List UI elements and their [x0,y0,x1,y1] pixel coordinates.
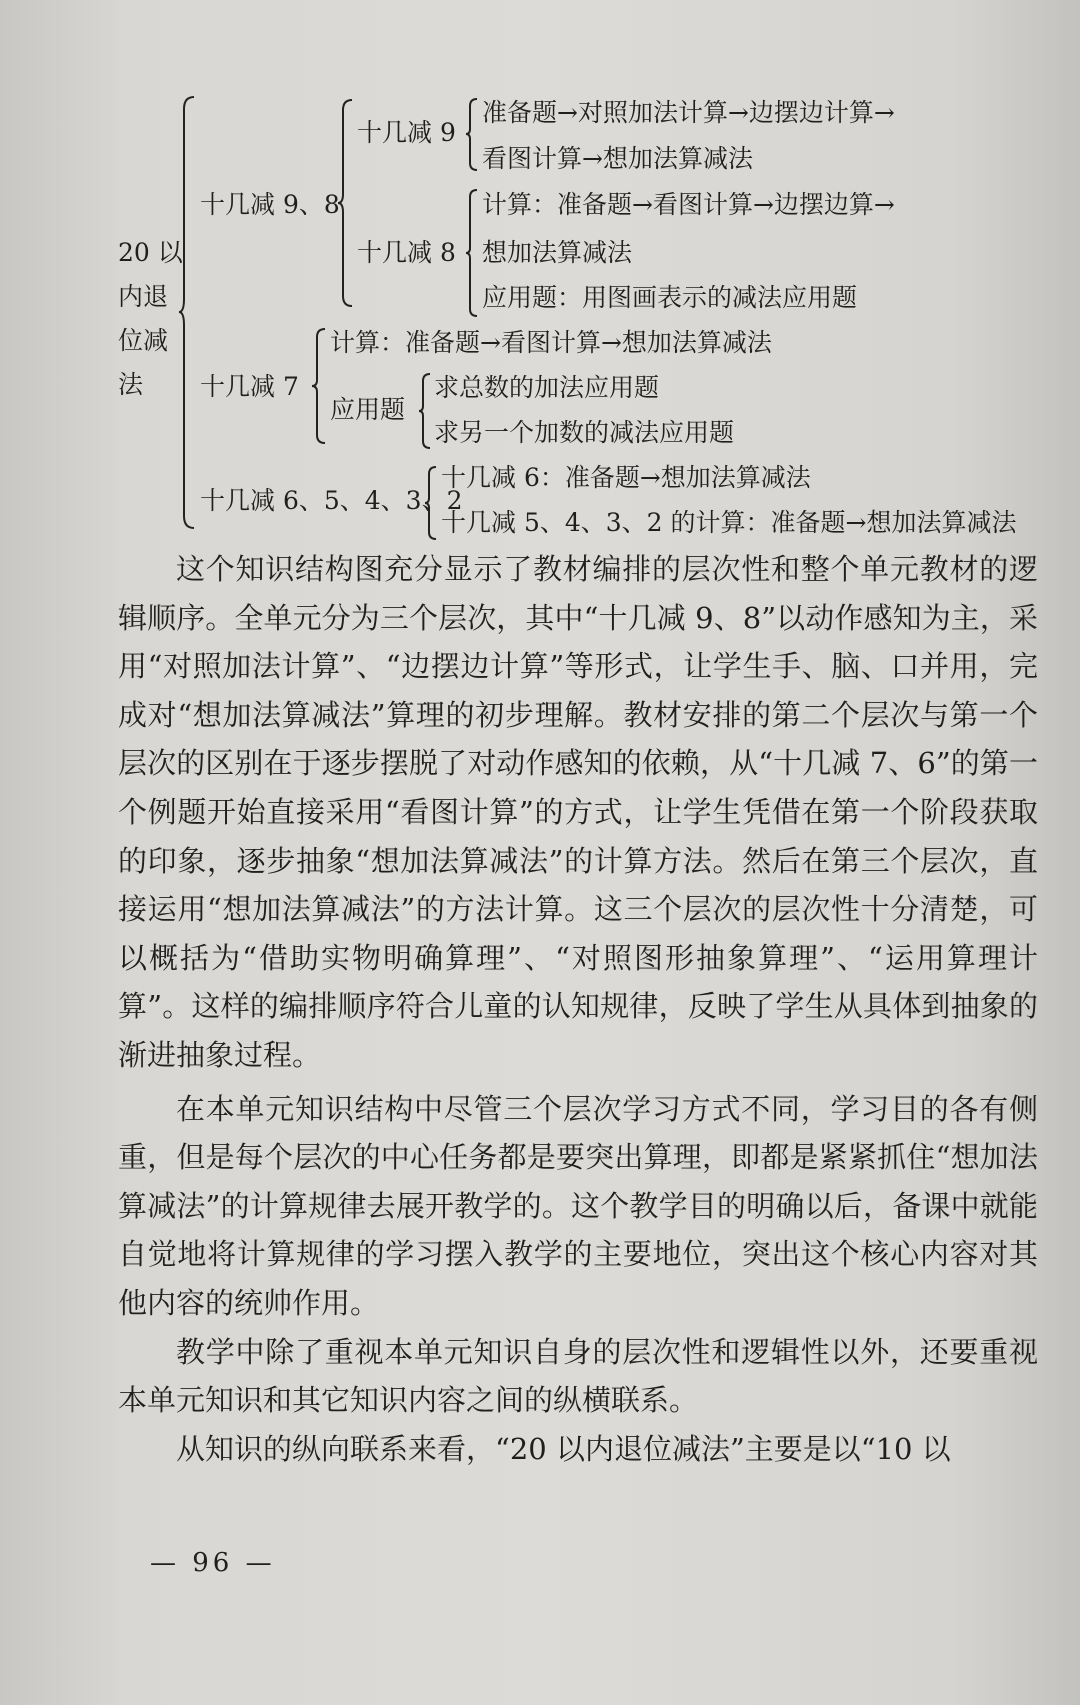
sub-2-label: 十几减 8 [357,238,456,267]
sub-1-line-2: 看图计算→想加法算减法 [482,144,753,173]
branch-2-app-label: 应用题 [330,395,406,424]
root-label-line-4: 法 [118,370,144,399]
body-text [118,545,1038,1473]
branch-3-label: 十几减 6、5、4、3、2 [200,486,463,515]
paragraph-1: 这个知识结构图充分显示了教材编排的层次性和整个单元教材的逻辑顺序。全单元分为三个层次，其中“十几减 9、8”以动作感知为主，采用“对照加法计算”、“边摆边计算”等形式，让学生手、脑、口并用，完成对“想加法算减法”算理的初步理解。教材安排的第二个层次与第一个层次的区别在于逐步摆脱了对动作感知的依赖，从“十几减 7、6”的第一个例题开始直接采用“看图计算”的方式，让学生凭借在第一个阶段获取的印象，逐步抽象“想加法算减法”的计算方法。然后在第三个层次，直接运用“想加法算减法”的方法计算。这三个层次的层次性十分清楚，可以概括为“借助实物明确算理”、“对照图形抽象算理”、“运用算理计算”。这样的编排顺序符合儿童的认知规律，反映了学生从具体到抽象的渐进抽象过程。 [118,552,1038,1072]
root-label-line-1: 20 以 [118,238,183,267]
sub-1-brace [465,97,479,172]
root-label-line-3: 位减 [118,326,169,355]
branch-2-app-line-2: 求另一个加数的减法应用题 [434,418,735,447]
branch-2-app-line-1: 求总数的加法应用题 [434,373,660,402]
branch-3-line-1: 十几减 6：准备题→想加法算减法 [441,463,811,492]
branch-3-line-2: 十几减 5、4、3、2 的计算：准备题→想加法算减法 [441,508,1017,537]
branch-1-label: 十几减 9、8 [200,190,340,219]
paragraph-3: 教学中除了重视本单元知识自身的层次性和逻辑性以外，还要重视本单元知识和其它知识内容之间的纵横联系。 [118,1334,1038,1418]
sub-2-line-2: 想加法算减法 [482,238,633,267]
root-brace [178,95,198,530]
sub-2-line-1: 计算：准备题→看图计算→边摆边算→ [482,190,895,219]
page-number: — 96 — [150,1548,276,1578]
paragraph-4: 从知识的纵向联系来看，“20 以内退位减法”主要是以“10 以 [176,1431,951,1466]
root-label-line-2: 内退 [118,282,169,311]
sub-1-label: 十几减 9 [357,118,456,147]
sub-2-line-3: 应用题：用图画表示的减法应用题 [482,283,858,312]
paragraph-2: 在本单元知识结构中尽管三个层次学习方式不同，学习目的各有侧重，但是每个层次的中心任务都是要突出算理，即都是紧紧抓住“想加法算减法”的计算规律去展开教学的。这个教学目的明确以后，备课中就能自觉地将计算规律的学习摆入教学的主要地位，突出这个核心内容对其他内容的统帅作用。 [118,1091,1038,1320]
branch-2-app-brace [418,372,432,450]
branch-2-label: 十几减 7 [200,372,299,401]
sub-1-line-1: 准备题→对照加法计算→边摆边计算→ [482,98,895,127]
branch-1-brace [337,98,355,308]
branch-3-brace [424,465,438,541]
sub-2-brace [465,188,479,318]
branch-2-brace [311,327,327,445]
branch-2-calc: 计算：准备题→看图计算→想加法算减法 [330,328,772,357]
